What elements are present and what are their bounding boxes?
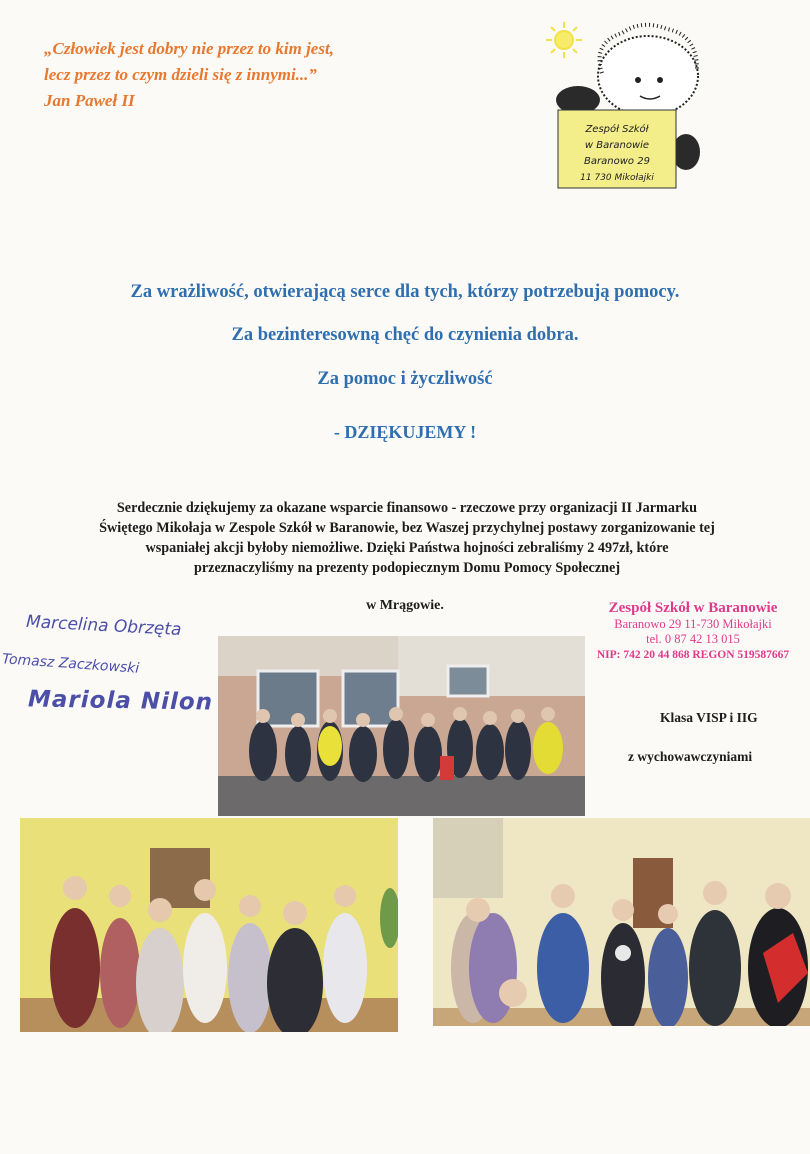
paragraph-line-2: Świętego Mikołaja w Zespole Szkół w Baranowie, bez Waszej przychylnej postawy zorganizowanie tej xyxy=(99,520,715,536)
signature-2-text: Tomasz Zaczkowski xyxy=(1,651,140,677)
logo-line-2: w Baranowie xyxy=(584,140,650,151)
school-logo xyxy=(540,18,710,196)
photo-group-outdoor xyxy=(218,636,585,816)
quote-line-1: „Człowiek jest dobry nie przez to kim jest, xyxy=(44,39,334,58)
headline-1: Za wrażliwość, otwierającą serce dla tych, którzy potrzebują pomocy. xyxy=(130,282,680,302)
school-stamp xyxy=(588,600,798,663)
logo-line-4: 11 730 Mikołajki xyxy=(580,173,654,183)
signature-3 xyxy=(28,686,213,715)
signoff-teachers: z wychowawczyniami xyxy=(628,749,753,764)
photo-indoor-right xyxy=(433,818,810,1026)
signature-3-text: Mariola Nilon xyxy=(27,686,214,716)
logo-line-1: Zespół Szkół xyxy=(585,124,649,135)
school-logo-graphic xyxy=(540,18,710,196)
paragraph-line-1: Serdecznie dziękujemy za okazane wsparcie finansowo - rzeczowe przy organizacji II Jarmarku xyxy=(116,500,698,516)
quote-line-2: lecz przez to czym dzieli się z innymi...” xyxy=(44,65,317,84)
thank-you-paragraph xyxy=(62,498,752,578)
logo-line-3: Baranowo 29 xyxy=(584,156,650,167)
paragraph-city: w Mrągowie. xyxy=(366,598,444,613)
photo-indoor-left xyxy=(20,818,398,1032)
signoff-class: Klasa VISP i IIG xyxy=(660,710,758,725)
stamp-address: Baranowo 29 11-730 Mikołajki xyxy=(614,617,772,631)
stamp-name: Zespół Szkół w Baranowie xyxy=(608,600,778,616)
headline-2: Za bezinteresowną chęć do czynienia dobra. xyxy=(231,325,579,345)
paragraph-line-3: wspaniałej akcji byłoby niemożliwe. Dzięki Państwa hojności zebraliśmy 2 497zł, które xyxy=(145,540,669,556)
paragraph-line-4: przeznaczyliśmy na prezenty podopiecznym Domu Pomocy Społecznej xyxy=(193,560,621,576)
stamp-phone: tel. 0 87 42 13 015 xyxy=(646,632,740,646)
stamp-ids: NIP: 742 20 44 868 REGON 519587667 xyxy=(596,649,790,661)
signature-1-text: Marcelina Obrzęta xyxy=(25,611,182,641)
quote xyxy=(44,36,424,114)
headline-thanks: - DZIĘKUJEMY ! xyxy=(333,422,477,442)
signature-1 xyxy=(26,612,182,640)
sun-icon xyxy=(546,22,582,58)
headline-3: Za pomoc i życzliwość xyxy=(317,369,493,389)
quote-author: Jan Paweł II xyxy=(44,91,135,110)
signature-2 xyxy=(2,651,140,677)
